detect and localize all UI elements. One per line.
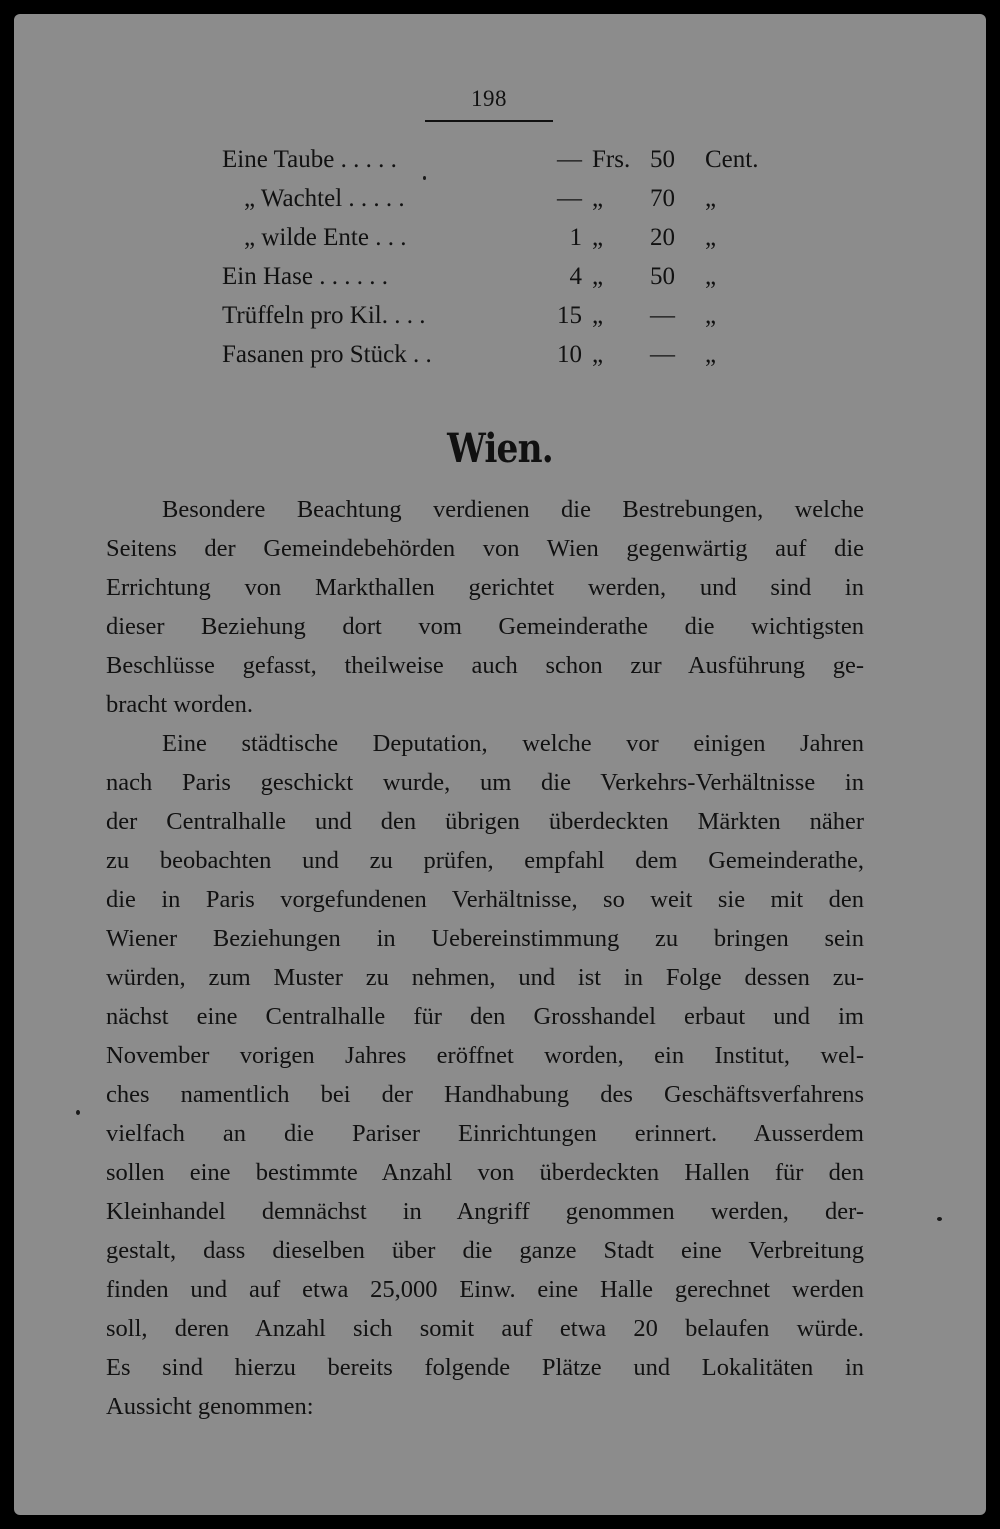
price-item: Ein Hase . . . . . .	[222, 263, 388, 290]
section-heading: Wien.	[447, 425, 553, 472]
price-currency: „	[592, 341, 604, 368]
price-unit: Cent.	[705, 146, 759, 173]
text-line: gestalt, dass dieselben über die ganze Stadt eine Verbreitung	[106, 1237, 864, 1264]
ink-speck	[423, 176, 426, 180]
text-line: November vorigen Jahres eröffnet worden, ein Institut, wel-	[106, 1042, 864, 1069]
ink-speck	[937, 1217, 942, 1221]
body-text	[106, 490, 864, 1426]
text-line: bracht worden.	[106, 691, 253, 718]
price-unit: „	[705, 341, 717, 368]
text-line: Beschlüsse gefasst, theilweise auch schon zur Ausführung ge-	[106, 652, 864, 679]
text-line: vielfach an die Pariser Einrichtungen erinnert. Ausserdem	[106, 1120, 864, 1147]
price-francs: 4	[569, 263, 582, 290]
text-line: Seitens der Gemeindebehörden von Wien gegenwärtig auf die	[106, 535, 864, 562]
price-row	[222, 179, 782, 218]
price-unit: „	[705, 224, 717, 251]
price-cents: —	[650, 341, 675, 368]
price-row	[222, 335, 782, 374]
price-row	[222, 140, 782, 179]
price-unit: „	[705, 185, 717, 212]
text-line: ches namentlich bei der Handhabung des Geschäftsverfahrens	[106, 1081, 864, 1108]
price-row	[222, 296, 782, 335]
text-line: die in Paris vorgefundenen Verhältnisse, so weit sie mit den	[106, 886, 864, 913]
text-line: finden und auf etwa 25,000 Einw. eine Halle gerechnet werden	[106, 1276, 864, 1303]
price-cents: 20	[650, 224, 675, 251]
price-item: Trüffeln pro Kil. . . .	[222, 302, 426, 329]
text-line: sollen eine bestimmte Anzahl von überdeckten Hallen für den	[106, 1159, 864, 1186]
text-line: dieser Beziehung dort vom Gemeinderathe die wichtigsten	[106, 613, 864, 640]
price-francs: —	[557, 146, 582, 173]
price-currency: „	[592, 263, 604, 290]
text-line: der Centralhalle und den übrigen überdeckten Märkten näher	[106, 808, 864, 835]
price-currency: Frs.	[592, 146, 631, 173]
price-cents: 70	[650, 185, 675, 212]
text-line: Aussicht genommen:	[106, 1393, 314, 1420]
text-line: soll, deren Anzahl sich somit auf etwa 20 belaufen würde.	[106, 1315, 864, 1342]
price-cents: 50	[650, 263, 675, 290]
price-currency: „	[592, 224, 604, 251]
text-line: Eine städtische Deputation, welche vor einigen Jahren	[162, 730, 864, 757]
text-line: nächst eine Centralhalle für den Grosshandel erbaut und im	[106, 1003, 864, 1030]
price-unit: „	[705, 302, 717, 329]
price-cents: —	[650, 302, 675, 329]
paragraph	[106, 490, 864, 724]
paragraph	[106, 724, 864, 1426]
price-item: Fasanen pro Stück . .	[222, 341, 432, 368]
price-francs: 10	[557, 341, 582, 368]
price-unit: „	[705, 263, 717, 290]
text-line: Wiener Beziehungen in Uebereinstimmung zu bringen sein	[106, 925, 864, 952]
price-francs: 15	[557, 302, 582, 329]
price-item: „ Wachtel . . . . .	[244, 185, 405, 212]
text-line: würden, zum Muster zu nehmen, und ist in Folge dessen zu-	[106, 964, 864, 991]
text-line: Es sind hierzu bereits folgende Plätze und Lokalitäten in	[106, 1354, 864, 1381]
page-number: 198	[471, 86, 507, 111]
price-item: Eine Taube . . . . .	[222, 146, 397, 173]
price-row	[222, 257, 782, 296]
price-cents: 50	[650, 146, 675, 173]
text-line: nach Paris geschickt wurde, um die Verkehrs-Verhältnisse in	[106, 769, 864, 796]
text-line: Errichtung von Markthallen gerichtet werden, und sind in	[106, 574, 864, 601]
price-item: „ wilde Ente . . .	[244, 224, 407, 251]
text-line: zu beobachten und zu prüfen, empfahl dem Gemeinderathe,	[106, 847, 864, 874]
price-currency: „	[592, 185, 604, 212]
price-francs: 1	[569, 224, 582, 251]
price-row	[222, 218, 782, 257]
price-currency: „	[592, 302, 604, 329]
price-francs: —	[557, 185, 582, 212]
page-number-rule	[425, 120, 553, 122]
ink-speck	[76, 1110, 80, 1115]
text-line: Besondere Beachtung verdienen die Bestrebungen, welche	[162, 496, 864, 523]
text-line: Kleinhandel demnächst in Angriff genommen werden, der-	[106, 1198, 864, 1225]
price-table	[222, 140, 782, 374]
